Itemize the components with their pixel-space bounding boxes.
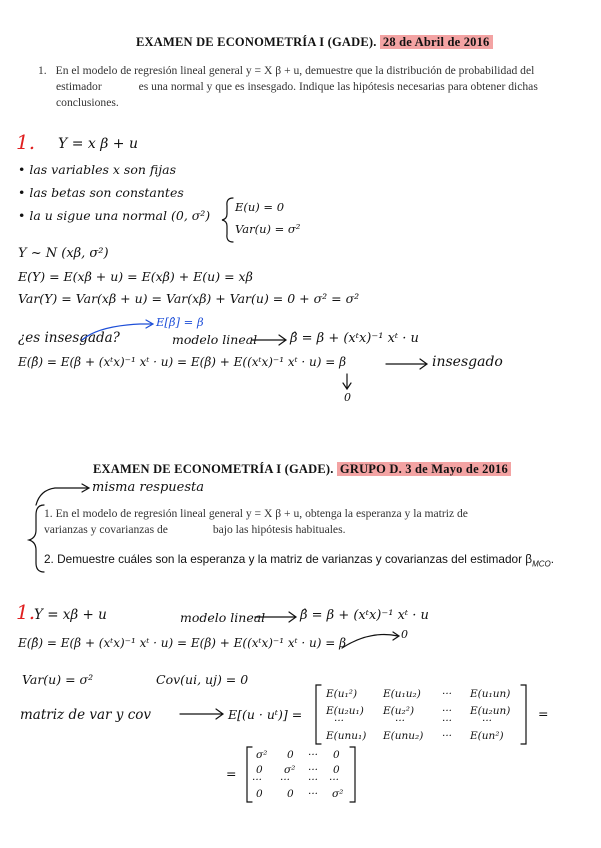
answer1-brace-var: Var(u) = σ²: [235, 222, 301, 236]
matrix-cell: ···: [252, 774, 263, 786]
matrix-cell: 0: [256, 764, 263, 776]
exam2-q1-line1: 1. En el modelo de regresión lineal general y = X β + u, obtenga la esperanza y la matriz de: [44, 507, 468, 520]
exam1-q-line2b: es una normal y que es insesgado. Indique las hipótesis necesarias para obtener dichas: [138, 80, 538, 93]
arrow-blue: [82, 320, 153, 340]
answer2-cov: Cov(ui, uj) = 0: [156, 672, 249, 687]
matrix-cell: ···: [442, 730, 453, 742]
matrix-cell: σ²: [332, 788, 344, 800]
matrix-cell: E(u₁²): [326, 688, 358, 700]
matrix-cell: ···: [329, 774, 340, 786]
matrix-cell: σ²: [256, 749, 268, 761]
matrix-cell: 0: [287, 788, 294, 800]
exam2-title-main: EXAMEN DE ECONOMETRÍA I (GADE).: [93, 462, 334, 476]
answer2-e-uut: E[(u · uᵗ)] =: [228, 707, 303, 722]
answer2-modelo: modelo lineal: [180, 610, 266, 625]
answer1-bullet-1: • las variables x son fijas: [18, 162, 176, 177]
exam1-title-main: EXAMEN DE ECONOMETRÍA I (GADE).: [136, 35, 377, 49]
answer1-variance: Var(Y) = Var(xβ + u) = Var(xβ) + Var(u) = 0 + σ² = σ²: [18, 291, 360, 306]
matrix-cell: E(u₂u₁): [326, 705, 364, 717]
arrow-modelo-1: [252, 335, 286, 345]
exam1-q-line3: conclusiones.: [56, 96, 119, 109]
matrix-cell: E(u₂un): [470, 705, 511, 717]
matrix-cell: ···: [442, 705, 453, 717]
matrix-cell: ···: [308, 774, 319, 786]
matrix-cell: ···: [442, 715, 453, 727]
exam1-q-number: 1.: [38, 64, 47, 77]
answer1-bullet-3: • la u sigue una normal (0, σ²): [18, 208, 211, 223]
answer2-zero: 0: [401, 628, 408, 641]
arrow-matriz: [180, 709, 223, 719]
answer1-expectation: E(Y) = E(xβ + u) = E(xβ) + E(u) = xβ: [18, 269, 253, 284]
answer2-e-beta: E(β̂) = E(β + (xᵗx)⁻¹ xᵗ · u) = E(β) + E((xᵗx)⁻¹ xᵗ · u) = β: [18, 636, 347, 650]
bracket-left-1: [316, 685, 321, 744]
arrow-insesgado: [386, 359, 427, 369]
answer1-distribution: Y ~ N (xβ, σ²): [18, 246, 109, 261]
answer2-number: 1.: [16, 600, 36, 624]
matrix-cell: σ²: [284, 764, 296, 776]
bracket-right-2: [350, 747, 355, 802]
matrix-cell: 0: [287, 749, 294, 761]
answer1-bullet-2: • las betas son constantes: [18, 185, 184, 200]
answer1-question: ¿es insesgada?: [18, 330, 120, 346]
brace-exam2: [29, 505, 44, 572]
matrix-cell: E(un²): [470, 730, 504, 742]
matrix-cell: E(u₁un): [470, 688, 511, 700]
answer1-insesgado: insesgado: [432, 354, 503, 370]
answer2-matriz: matriz de var y cov: [20, 707, 152, 723]
answer1-note-blue: E[β̂] = β: [156, 315, 204, 329]
exam2-q1-line2b: bajo las hipótesis habituales.: [212, 523, 346, 536]
matrix-cell: E(u₂²): [383, 705, 415, 717]
answer2-equals: =: [538, 706, 549, 721]
exam2-q2-sub: MCO: [532, 559, 551, 569]
matrix-cell: E(unu₁): [326, 730, 367, 742]
answer1-zero: 0: [344, 391, 351, 404]
bracket-right-1: [521, 685, 526, 744]
arrow-down-zero: [343, 374, 351, 389]
arrow-modelo-2: [255, 612, 296, 622]
answer2-var-u: Var(u) = σ²: [22, 672, 94, 687]
exam2-misma-respuesta: misma respuesta: [92, 480, 204, 495]
matrix-cell: ···: [482, 715, 493, 727]
answer1-beta-hat: β̂ = β + (xᵗx)⁻¹ xᵗ · u: [290, 331, 419, 346]
matrix-cell: 0: [256, 788, 263, 800]
matrix-cell: ···: [280, 774, 291, 786]
exam2-q2-end: .: [550, 552, 555, 566]
exam2-title-group: GRUPO D. 3 de Mayo de 2016: [337, 462, 511, 476]
answer1-modelo: modelo lineal: [172, 332, 258, 347]
brace-conditions: [222, 198, 233, 242]
matrix-cell: 0: [333, 749, 340, 761]
matrix-cell: ···: [442, 688, 453, 700]
matrix-cell: E(unu₂): [383, 730, 424, 742]
arrow-misma: [36, 484, 89, 505]
matrix-cell: ···: [308, 764, 319, 776]
answer2-model: Y = xβ + u: [34, 607, 107, 623]
matrix-cell: ···: [308, 749, 319, 761]
arrow-curve-zero: [342, 632, 399, 648]
answer1-brace-e: E(u) = 0: [235, 200, 285, 214]
matrix-cell: ···: [334, 715, 345, 727]
bracket-left-2: [247, 747, 252, 802]
exam1-title-date: 28 de Abril de 2016: [380, 35, 493, 49]
answer2-equals-2: =: [226, 766, 237, 781]
exam2-q1-line2a: varianzas y covarianzas de: [44, 523, 168, 536]
matrix-cell: ···: [308, 788, 319, 800]
exam2-q2-text: 2. Demuestre cuáles son la esperanza y la matriz de varianzas y covarianzas del estimador β: [44, 552, 533, 566]
answer1-number: 1.: [16, 130, 36, 154]
exam1-q-line2a: estimador: [56, 80, 102, 93]
answer1-model: Y = x β + u: [58, 136, 138, 152]
matrix-cell: E(u₁u₂): [383, 688, 421, 700]
answer1-e-beta: E(β̂) = E(β + (xᵗx)⁻¹ xᵗ · u) = E(β) + E((xᵗx)⁻¹ xᵗ · u) = β: [18, 355, 347, 369]
matrix-cell: 0: [333, 764, 340, 776]
matrix-cell: ···: [395, 715, 406, 727]
answer2-beta-hat: β̂ = β + (xᵗx)⁻¹ xᵗ · u: [300, 608, 429, 623]
exam1-q-line1: En el modelo de regresión lineal general y = X β + u, demuestre que la distribución de probabilidad del: [55, 64, 535, 77]
